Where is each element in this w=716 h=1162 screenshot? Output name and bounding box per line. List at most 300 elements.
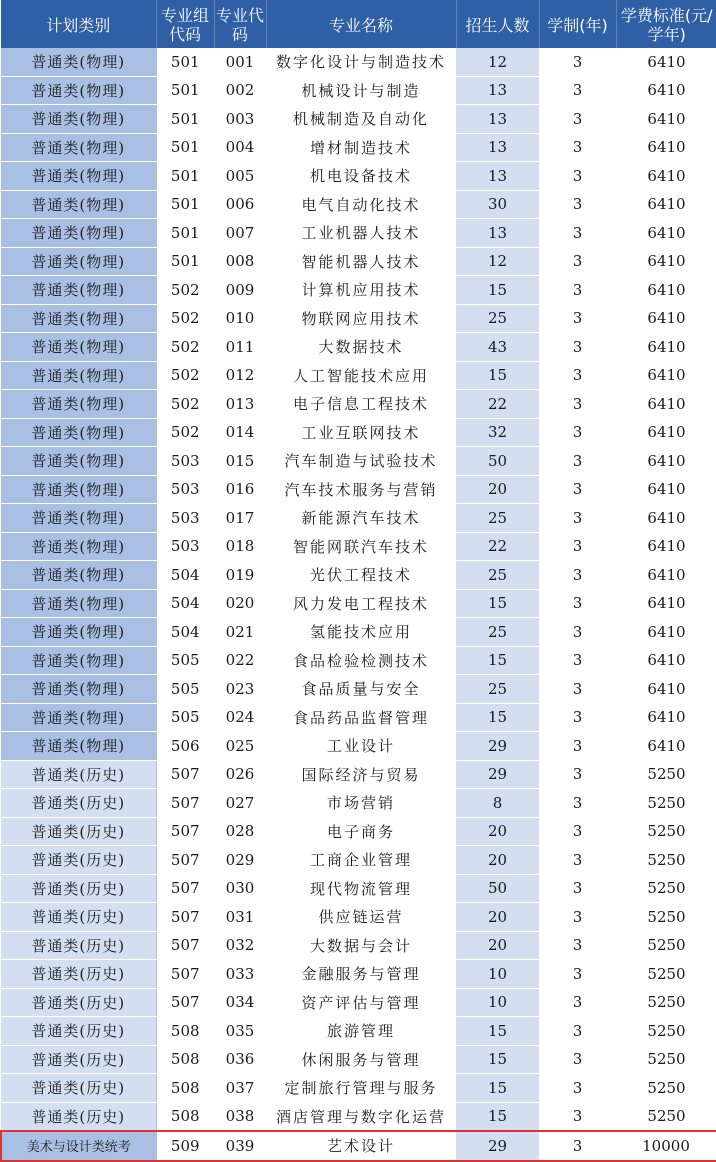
cell-major-name: 休闲服务与管理 — [266, 1045, 456, 1074]
cell-duration: 3 — [539, 1017, 616, 1046]
cell-major-name: 机械设计与制造 — [266, 76, 456, 105]
cell-tuition: 6410 — [616, 276, 716, 305]
table-row — [1, 76, 716, 105]
table-row — [1, 903, 716, 932]
table-row — [1, 447, 716, 476]
cell-major-code: 024 — [214, 703, 266, 732]
header-major-name: 专业名称 — [266, 0, 456, 48]
cell-major-name: 工商企业管理 — [266, 846, 456, 875]
cell-duration: 3 — [539, 162, 616, 191]
cell-major-name: 大数据与会计 — [266, 931, 456, 960]
cell-category: 普通类(历史) — [1, 931, 156, 960]
cell-tuition: 5250 — [616, 903, 716, 932]
table-row — [1, 789, 716, 818]
cell-major-name: 酒店管理与数字化运营 — [266, 1102, 456, 1131]
cell-duration: 3 — [539, 646, 616, 675]
cell-major-code: 026 — [214, 760, 266, 789]
cell-category: 普通类(物理) — [1, 732, 156, 761]
cell-category: 普通类(物理) — [1, 475, 156, 504]
cell-group-code: 502 — [156, 418, 214, 447]
cell-major-name: 国际经济与贸易 — [266, 760, 456, 789]
cell-duration: 3 — [539, 561, 616, 590]
cell-group-code: 503 — [156, 447, 214, 476]
cell-group-code: 504 — [156, 561, 214, 590]
table-row — [1, 532, 716, 561]
cell-group-code: 507 — [156, 988, 214, 1017]
cell-group-code: 507 — [156, 846, 214, 875]
cell-category: 普通类(物理) — [1, 276, 156, 305]
cell-major-code: 033 — [214, 960, 266, 989]
cell-category: 普通类(历史) — [1, 760, 156, 789]
cell-enrollment: 25 — [456, 561, 539, 590]
cell-enrollment: 13 — [456, 162, 539, 191]
cell-category: 普通类(物理) — [1, 618, 156, 647]
cell-tuition: 5250 — [616, 1102, 716, 1131]
table-row — [1, 675, 716, 704]
cell-group-code: 502 — [156, 304, 214, 333]
cell-group-code: 503 — [156, 504, 214, 533]
cell-category: 普通类(物理) — [1, 418, 156, 447]
cell-major-code: 002 — [214, 76, 266, 105]
table-row — [1, 561, 716, 590]
cell-category: 普通类(物理) — [1, 48, 156, 76]
cell-tuition: 6410 — [616, 589, 716, 618]
cell-major-name: 艺术设计 — [266, 1131, 456, 1161]
cell-group-code: 507 — [156, 874, 214, 903]
table-row — [1, 703, 716, 732]
cell-enrollment: 30 — [456, 190, 539, 219]
cell-category: 普通类(物理) — [1, 447, 156, 476]
table-body — [1, 48, 716, 1161]
cell-major-name: 工业机器人技术 — [266, 219, 456, 248]
table-row — [1, 48, 716, 76]
cell-group-code: 504 — [156, 618, 214, 647]
table-row — [1, 333, 716, 362]
table-row — [1, 817, 716, 846]
cell-major-code: 025 — [214, 732, 266, 761]
cell-group-code: 509 — [156, 1131, 214, 1161]
cell-tuition: 6410 — [616, 732, 716, 761]
cell-duration: 3 — [539, 1045, 616, 1074]
cell-tuition: 6410 — [616, 504, 716, 533]
cell-tuition: 6410 — [616, 703, 716, 732]
cell-tuition: 6410 — [616, 76, 716, 105]
cell-major-name: 定制旅行管理与服务 — [266, 1074, 456, 1103]
cell-enrollment: 13 — [456, 105, 539, 134]
cell-major-code: 018 — [214, 532, 266, 561]
cell-enrollment: 15 — [456, 1074, 539, 1103]
cell-major-code: 011 — [214, 333, 266, 362]
cell-major-name: 金融服务与管理 — [266, 960, 456, 989]
table-row — [1, 133, 716, 162]
cell-enrollment: 25 — [456, 618, 539, 647]
cell-group-code: 505 — [156, 703, 214, 732]
cell-group-code: 502 — [156, 333, 214, 362]
cell-major-code: 008 — [214, 247, 266, 276]
cell-major-name: 机电设备技术 — [266, 162, 456, 191]
cell-duration: 3 — [539, 960, 616, 989]
cell-duration: 3 — [539, 219, 616, 248]
cell-duration: 3 — [539, 846, 616, 875]
cell-group-code: 507 — [156, 960, 214, 989]
cell-duration: 3 — [539, 390, 616, 419]
cell-major-code: 001 — [214, 48, 266, 76]
cell-group-code: 504 — [156, 589, 214, 618]
cell-major-code: 003 — [214, 105, 266, 134]
header-category: 计划类别 — [1, 0, 156, 48]
cell-group-code: 507 — [156, 789, 214, 818]
cell-category: 普通类(物理) — [1, 504, 156, 533]
cell-major-name: 人工智能技术应用 — [266, 361, 456, 390]
cell-category: 普通类(历史) — [1, 1102, 156, 1131]
cell-duration: 3 — [539, 133, 616, 162]
cell-group-code: 506 — [156, 732, 214, 761]
cell-major-name: 电子信息工程技术 — [266, 390, 456, 419]
cell-category: 普通类(历史) — [1, 874, 156, 903]
cell-major-code: 016 — [214, 475, 266, 504]
table-row — [1, 304, 716, 333]
cell-major-name: 汽车制造与试验技术 — [266, 447, 456, 476]
cell-tuition: 5250 — [616, 988, 716, 1017]
cell-enrollment: 20 — [456, 931, 539, 960]
cell-category: 普通类(历史) — [1, 903, 156, 932]
cell-enrollment: 10 — [456, 988, 539, 1017]
cell-category: 普通类(物理) — [1, 162, 156, 191]
cell-tuition: 6410 — [616, 333, 716, 362]
cell-enrollment: 10 — [456, 960, 539, 989]
cell-major-code: 022 — [214, 646, 266, 675]
table-row — [1, 190, 716, 219]
cell-group-code: 502 — [156, 390, 214, 419]
cell-tuition: 5250 — [616, 931, 716, 960]
cell-enrollment: 32 — [456, 418, 539, 447]
cell-enrollment: 15 — [456, 703, 539, 732]
cell-enrollment: 25 — [456, 675, 539, 704]
table-row — [1, 418, 716, 447]
cell-group-code: 501 — [156, 190, 214, 219]
cell-duration: 3 — [539, 361, 616, 390]
cell-major-name: 智能网联汽车技术 — [266, 532, 456, 561]
cell-group-code: 507 — [156, 903, 214, 932]
cell-major-code: 005 — [214, 162, 266, 191]
cell-major-code: 009 — [214, 276, 266, 305]
cell-tuition: 6410 — [616, 304, 716, 333]
cell-major-name: 电气自动化技术 — [266, 190, 456, 219]
cell-enrollment: 20 — [456, 903, 539, 932]
cell-tuition: 5250 — [616, 874, 716, 903]
cell-category: 普通类(物理) — [1, 532, 156, 561]
cell-major-name: 资产评估与管理 — [266, 988, 456, 1017]
cell-enrollment: 8 — [456, 789, 539, 818]
cell-duration: 3 — [539, 675, 616, 704]
cell-duration: 3 — [539, 304, 616, 333]
cell-major-name: 风力发电工程技术 — [266, 589, 456, 618]
cell-group-code: 505 — [156, 675, 214, 704]
cell-enrollment: 13 — [456, 133, 539, 162]
cell-major-code: 021 — [214, 618, 266, 647]
cell-category: 普通类(历史) — [1, 789, 156, 818]
table-row — [1, 390, 716, 419]
cell-group-code: 505 — [156, 646, 214, 675]
cell-category: 普通类(物理) — [1, 361, 156, 390]
cell-major-name: 智能机器人技术 — [266, 247, 456, 276]
cell-tuition: 6410 — [616, 675, 716, 704]
cell-major-name: 增材制造技术 — [266, 133, 456, 162]
table-row — [1, 1045, 716, 1074]
cell-major-code: 015 — [214, 447, 266, 476]
cell-duration: 3 — [539, 1074, 616, 1103]
table-row — [1, 732, 716, 761]
cell-group-code: 501 — [156, 247, 214, 276]
cell-enrollment: 43 — [456, 333, 539, 362]
cell-duration: 3 — [539, 1131, 616, 1161]
cell-enrollment: 15 — [456, 361, 539, 390]
cell-enrollment: 15 — [456, 276, 539, 305]
cell-enrollment: 13 — [456, 76, 539, 105]
cell-category: 普通类(物理) — [1, 247, 156, 276]
table-row — [1, 219, 716, 248]
cell-duration: 3 — [539, 903, 616, 932]
table-row — [1, 504, 716, 533]
cell-tuition: 5250 — [616, 846, 716, 875]
cell-enrollment: 15 — [456, 589, 539, 618]
cell-major-code: 030 — [214, 874, 266, 903]
table-row — [1, 988, 716, 1017]
cell-duration: 3 — [539, 789, 616, 818]
header-row — [1, 0, 716, 48]
cell-group-code: 503 — [156, 532, 214, 561]
cell-duration: 3 — [539, 703, 616, 732]
cell-major-code: 032 — [214, 931, 266, 960]
cell-enrollment: 50 — [456, 447, 539, 476]
cell-major-code: 037 — [214, 1074, 266, 1103]
cell-category: 普通类(历史) — [1, 817, 156, 846]
cell-tuition: 6410 — [616, 162, 716, 191]
cell-tuition: 5250 — [616, 1074, 716, 1103]
cell-duration: 3 — [539, 105, 616, 134]
cell-tuition: 5250 — [616, 817, 716, 846]
cell-major-code: 007 — [214, 219, 266, 248]
cell-duration: 3 — [539, 276, 616, 305]
cell-major-name: 机械制造及自动化 — [266, 105, 456, 134]
cell-tuition: 6410 — [616, 48, 716, 76]
cell-tuition: 6410 — [616, 532, 716, 561]
cell-category: 普通类(物理) — [1, 333, 156, 362]
cell-major-name: 数字化设计与制造技术 — [266, 48, 456, 76]
table-row — [1, 618, 716, 647]
cell-major-name: 电子商务 — [266, 817, 456, 846]
cell-duration: 3 — [539, 874, 616, 903]
cell-enrollment: 22 — [456, 390, 539, 419]
cell-category: 普通类(物理) — [1, 76, 156, 105]
cell-group-code: 507 — [156, 931, 214, 960]
cell-tuition: 10000 — [616, 1131, 716, 1161]
cell-major-name: 汽车技术服务与营销 — [266, 475, 456, 504]
cell-category: 普通类(历史) — [1, 1074, 156, 1103]
cell-group-code: 508 — [156, 1074, 214, 1103]
cell-enrollment: 29 — [456, 732, 539, 761]
cell-duration: 3 — [539, 931, 616, 960]
cell-category: 普通类(物理) — [1, 190, 156, 219]
cell-category: 普通类(物理) — [1, 675, 156, 704]
cell-enrollment: 25 — [456, 504, 539, 533]
table-row — [1, 1131, 716, 1161]
table-row — [1, 361, 716, 390]
cell-enrollment: 20 — [456, 817, 539, 846]
cell-group-code: 501 — [156, 162, 214, 191]
cell-category: 普通类(物理) — [1, 133, 156, 162]
cell-group-code: 502 — [156, 276, 214, 305]
cell-tuition: 6410 — [616, 447, 716, 476]
cell-duration: 3 — [539, 618, 616, 647]
cell-tuition: 6410 — [616, 105, 716, 134]
cell-category: 普通类(历史) — [1, 1045, 156, 1074]
cell-duration: 3 — [539, 48, 616, 76]
cell-major-name: 大数据技术 — [266, 333, 456, 362]
cell-major-name: 食品药品监督管理 — [266, 703, 456, 732]
cell-major-code: 027 — [214, 789, 266, 818]
cell-group-code: 508 — [156, 1045, 214, 1074]
cell-enrollment: 15 — [456, 1017, 539, 1046]
cell-major-code: 028 — [214, 817, 266, 846]
cell-tuition: 6410 — [616, 133, 716, 162]
cell-tuition: 6410 — [616, 219, 716, 248]
cell-major-name: 食品质量与安全 — [266, 675, 456, 704]
cell-tuition: 6410 — [616, 475, 716, 504]
cell-tuition: 6410 — [616, 361, 716, 390]
cell-duration: 3 — [539, 504, 616, 533]
table-row — [1, 960, 716, 989]
cell-major-name: 食品检验检测技术 — [266, 646, 456, 675]
table-row — [1, 276, 716, 305]
table-row — [1, 760, 716, 789]
cell-major-code: 006 — [214, 190, 266, 219]
header-tuition: 学费标准(元/学年) — [616, 0, 716, 48]
table-row — [1, 1102, 716, 1131]
cell-major-name: 氢能技术应用 — [266, 618, 456, 647]
cell-group-code: 501 — [156, 105, 214, 134]
table-row — [1, 475, 716, 504]
cell-category: 普通类(物理) — [1, 304, 156, 333]
cell-tuition: 5250 — [616, 1045, 716, 1074]
cell-major-code: 012 — [214, 361, 266, 390]
cell-major-name: 物联网应用技术 — [266, 304, 456, 333]
cell-major-code: 020 — [214, 589, 266, 618]
cell-group-code: 501 — [156, 133, 214, 162]
table-row — [1, 1074, 716, 1103]
table-row — [1, 874, 716, 903]
cell-major-name: 计算机应用技术 — [266, 276, 456, 305]
cell-tuition: 5250 — [616, 760, 716, 789]
cell-duration: 3 — [539, 190, 616, 219]
cell-duration: 3 — [539, 1102, 616, 1131]
cell-enrollment: 12 — [456, 48, 539, 76]
cell-major-code: 034 — [214, 988, 266, 1017]
cell-tuition: 5250 — [616, 789, 716, 818]
cell-duration: 3 — [539, 988, 616, 1017]
cell-major-name: 工业互联网技术 — [266, 418, 456, 447]
cell-major-code: 019 — [214, 561, 266, 590]
cell-tuition: 6410 — [616, 390, 716, 419]
header-major-code: 专业代码 — [214, 0, 266, 48]
cell-major-name: 供应链运营 — [266, 903, 456, 932]
cell-major-code: 023 — [214, 675, 266, 704]
cell-category: 普通类(物理) — [1, 646, 156, 675]
cell-tuition: 6410 — [616, 646, 716, 675]
cell-group-code: 501 — [156, 76, 214, 105]
header-duration: 学制(年) — [539, 0, 616, 48]
cell-category: 普通类(历史) — [1, 960, 156, 989]
cell-tuition: 5250 — [616, 1017, 716, 1046]
cell-group-code: 507 — [156, 760, 214, 789]
cell-tuition: 6410 — [616, 618, 716, 647]
cell-category: 普通类(物理) — [1, 105, 156, 134]
cell-category: 普通类(历史) — [1, 988, 156, 1017]
cell-duration: 3 — [539, 732, 616, 761]
cell-major-name: 市场营销 — [266, 789, 456, 818]
cell-duration: 3 — [539, 475, 616, 504]
cell-tuition: 6410 — [616, 561, 716, 590]
cell-major-code: 038 — [214, 1102, 266, 1131]
cell-enrollment: 20 — [456, 475, 539, 504]
cell-duration: 3 — [539, 447, 616, 476]
cell-major-code: 036 — [214, 1045, 266, 1074]
cell-duration: 3 — [539, 817, 616, 846]
cell-enrollment: 20 — [456, 846, 539, 875]
cell-duration: 3 — [539, 589, 616, 618]
cell-category: 美术与设计类统考 — [1, 1131, 156, 1161]
cell-group-code: 508 — [156, 1102, 214, 1131]
cell-tuition: 6410 — [616, 247, 716, 276]
cell-enrollment: 29 — [456, 1131, 539, 1161]
cell-category: 普通类(物理) — [1, 589, 156, 618]
cell-duration: 3 — [539, 247, 616, 276]
cell-major-code: 017 — [214, 504, 266, 533]
table-row — [1, 846, 716, 875]
cell-major-code: 029 — [214, 846, 266, 875]
cell-category: 普通类(物理) — [1, 703, 156, 732]
cell-tuition: 6410 — [616, 190, 716, 219]
cell-tuition: 6410 — [616, 418, 716, 447]
cell-major-code: 014 — [214, 418, 266, 447]
cell-category: 普通类(历史) — [1, 846, 156, 875]
cell-enrollment: 15 — [456, 1045, 539, 1074]
cell-duration: 3 — [539, 333, 616, 362]
table-row — [1, 162, 716, 191]
cell-enrollment: 22 — [456, 532, 539, 561]
cell-major-code: 039 — [214, 1131, 266, 1161]
table-header — [1, 0, 716, 48]
cell-major-code: 035 — [214, 1017, 266, 1046]
cell-enrollment: 25 — [456, 304, 539, 333]
table-row — [1, 646, 716, 675]
cell-group-code: 501 — [156, 48, 214, 76]
header-group-code: 专业组代码 — [156, 0, 214, 48]
cell-major-code: 013 — [214, 390, 266, 419]
cell-enrollment: 15 — [456, 646, 539, 675]
cell-category: 普通类(历史) — [1, 1017, 156, 1046]
cell-category: 普通类(物理) — [1, 561, 156, 590]
table-row — [1, 247, 716, 276]
cell-major-name: 工业设计 — [266, 732, 456, 761]
header-enrollment: 招生人数 — [456, 0, 539, 48]
cell-duration: 3 — [539, 418, 616, 447]
table-row — [1, 931, 716, 960]
cell-group-code: 502 — [156, 361, 214, 390]
cell-enrollment: 13 — [456, 219, 539, 248]
cell-major-code: 004 — [214, 133, 266, 162]
cell-major-name: 新能源汽车技术 — [266, 504, 456, 533]
